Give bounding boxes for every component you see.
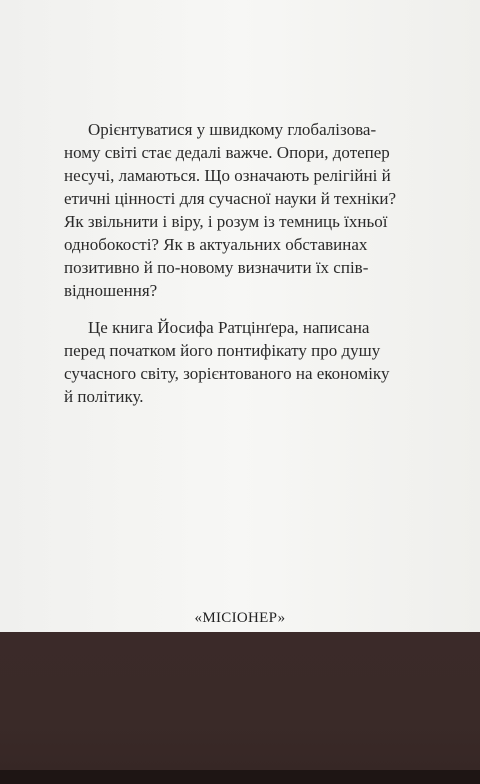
blurb-line: однобокості? Як в актуальних обставинах	[64, 235, 368, 254]
blurb-line: ному світі стає дедалі важче. Опори, дотепер	[64, 143, 390, 162]
blurb-line: етичні цінності для сучасної науки й техніки?	[64, 189, 397, 208]
blurb-line: й політику.	[64, 387, 144, 406]
blurb-line: позитивно й по-новому визначити їх спів-	[64, 258, 369, 277]
blurb-line: Це книга Йосифа Ратцінґера, написана	[88, 318, 370, 337]
cover-color-band	[0, 632, 480, 784]
cover-blurb	[64, 118, 416, 408]
band-bottom-edge	[0, 770, 480, 784]
blurb-line: несучі, ламаються. Що означають релігійні й	[64, 166, 391, 185]
blurb-line: Як звільнити і віру, і розум із темниць їхньої	[64, 212, 388, 231]
blurb-line: Орієнтуватися у швидкому глобалізова-	[88, 120, 377, 139]
blurb-line: відношення?	[64, 281, 158, 300]
blurb-paragraph-1	[64, 118, 416, 302]
blurb-line: перед початком його понтифікату про душу	[64, 341, 381, 360]
publisher-name: «МІСІОНЕР»	[194, 610, 286, 626]
blurb-line: сучасного світу, зорієнтованого на економіку	[64, 364, 390, 383]
blurb-paragraph-2	[64, 316, 416, 408]
